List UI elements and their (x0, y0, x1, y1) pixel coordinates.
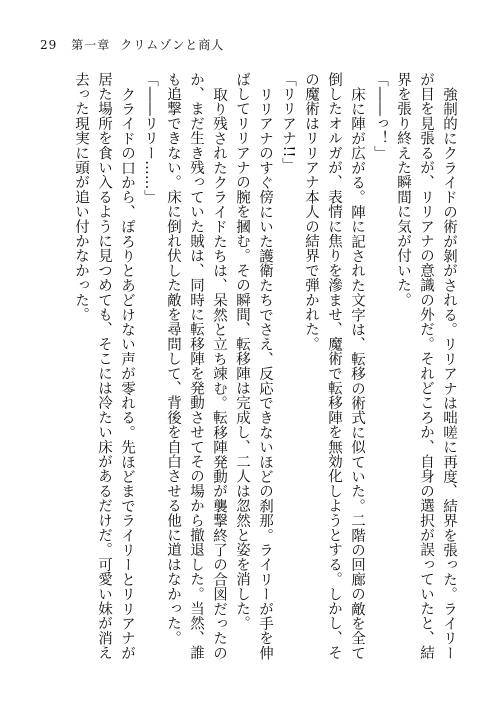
dialog-line: 「リリアナ!!」 (280, 72, 296, 173)
dialog-line: 「――っ！」 (372, 72, 388, 161)
page-number: 29 (40, 38, 58, 52)
paragraph: 強制的にクライドの術が剝がされる。リリアナは咄嗟に再度、結界を張った。ライリーが目を見張るが、リリアナの意識の外だ。それどころか、自身の選択が誤っていたと、結界を張り終えた瞬間に気が付いた。 (395, 72, 457, 660)
vertical-body-text (40, 72, 460, 672)
paragraph: クライドの口から、ぽろりとあどけない声が零れる。先ほどまでライリーとリリアナが居た場所を食い入るように見つめても、そこには冷たい床があるだけだ。可愛い妹が消え去った現実に頭が追い付かなかった。 (73, 72, 135, 660)
chapter-label: 第一章 (71, 38, 111, 52)
chapter-title: クリムゾンと商人 (120, 38, 225, 52)
dialog-line: 「――リリー……」 (142, 72, 158, 205)
paragraph: 床に陣が広がる。陣に記された文字は、転移の術式に似ていた。二階の回廊の敵を全て倒したオルガが、表情に焦りを滲ませ、魔術で転移陣を無効化しようとする。しかし、その魔術はリリアナ本人の結界で弾かれた。 (303, 72, 365, 660)
paragraph: 取り残されたクライドたちは、呆然と立ち竦む。転移陣発動が襲撃終了の合図だったのか、まだ生き残っていた賊は、同時に転移陣を発動させてその場から撤退した。当然、誰も追撃できない。床に倒れ伏した敵を尋問して、背後を自白させる他に道はなかった。 (165, 72, 227, 660)
paragraph: リリアナのすぐ傍にいた護衛たちでさえ、反応できないほどの刹那。ライリーが手を伸ばしてリリアナの腕を摑む。その瞬間、転移陣は完成し、二人は忽然と姿を消した。 (234, 72, 273, 660)
running-header (40, 36, 224, 53)
